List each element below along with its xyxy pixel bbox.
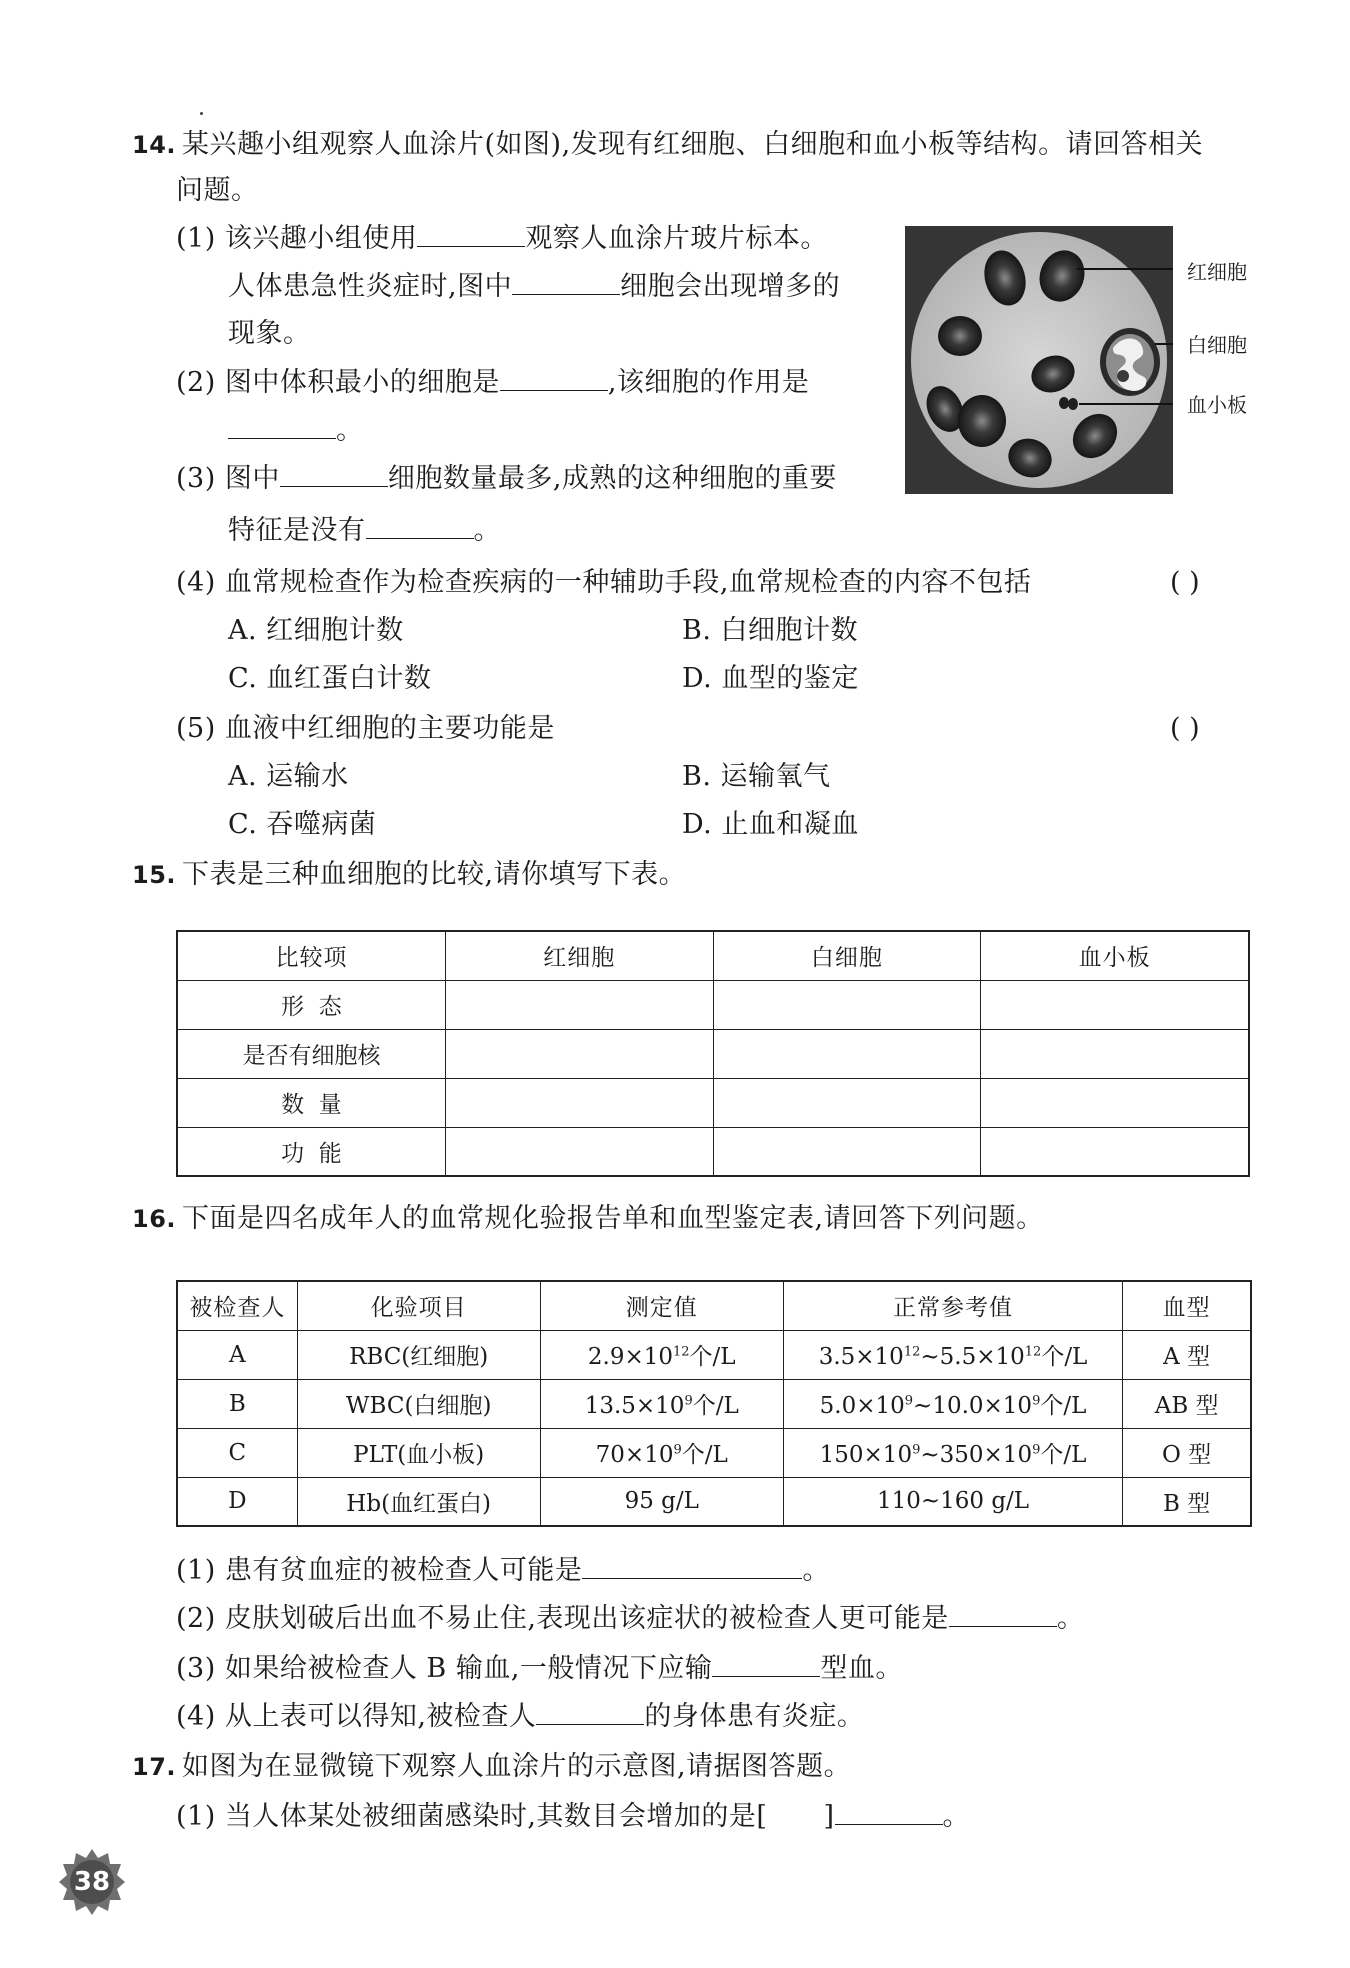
figure-label-platelet: 血小板 <box>1187 393 1247 417</box>
blood-type-cell: AB 型 <box>1123 1379 1251 1428</box>
blood-smear-micrograph <box>905 226 1173 494</box>
table-row <box>177 1477 1251 1526</box>
reference-range-cell: $3.5\times 10^{12}\sim 5.5\times 10^{12}$个/L <box>783 1330 1122 1379</box>
q14-part5-option-b: B. 运输氧气 <box>682 761 831 792</box>
row-label: 数 量 <box>177 1078 445 1127</box>
table-header: 被检查人 <box>177 1281 297 1330</box>
blood-type-cell: A 型 <box>1123 1330 1251 1379</box>
table-header: 血小板 <box>981 931 1249 980</box>
q14-part2-line2: 。 <box>228 412 364 450</box>
q14-part4-answer-paren[interactable]: ( ) <box>1170 567 1200 598</box>
answer-blank[interactable] <box>536 1698 644 1725</box>
measured-value-cell: 95 g/L <box>540 1477 783 1526</box>
table-header: 化验项目 <box>297 1281 540 1330</box>
row-label: 形 态 <box>177 980 445 1029</box>
reference-range-cell: $5.0\times 10^9\sim 10.0\times 10^9$个/L <box>783 1379 1122 1428</box>
row-label: 功 能 <box>177 1127 445 1176</box>
answer-cell[interactable] <box>981 1078 1249 1127</box>
reference-range-cell: $150\times 10^9\sim 350\times 10^9$个/L <box>783 1428 1122 1477</box>
table-header: 白细胞 <box>713 931 981 980</box>
q14-part4-option-a: A. 红细胞计数 <box>228 615 404 646</box>
blood-type-cell: O 型 <box>1123 1428 1251 1477</box>
table-header-row <box>177 1281 1251 1330</box>
q14-part2-line1: (2) 图中体积最小的细胞是 ,该细胞的作用是 <box>176 364 809 402</box>
person-cell: A <box>177 1330 297 1379</box>
reference-range-cell: 110~160 g/L <box>783 1477 1122 1526</box>
answer-blank[interactable] <box>500 364 608 391</box>
answer-blank[interactable] <box>949 1600 1057 1627</box>
page-number: 38 <box>73 1867 111 1897</box>
table-header: 红细胞 <box>445 931 713 980</box>
row-label: 是否有细胞核 <box>177 1029 445 1078</box>
q16-stem: 16. 下面是四名成年人的血常规化验报告单和血型鉴定表,请回答下列问题。 <box>132 1203 1044 1234</box>
q14-part5-answer-paren[interactable]: ( ) <box>1170 713 1200 744</box>
q14-part4: (4) 血常规检查作为检查疾病的一种辅助手段,血常规检查的内容不包括 <box>176 567 1032 598</box>
person-cell: C <box>177 1428 297 1477</box>
answer-cell[interactable] <box>445 1127 713 1176</box>
figure-label-red-blood-cell: 红细胞 <box>1187 260 1247 284</box>
person-cell: B <box>177 1379 297 1428</box>
answer-blank[interactable] <box>582 1552 802 1579</box>
answer-cell[interactable] <box>445 1029 713 1078</box>
blood-type-cell: B 型 <box>1123 1477 1251 1526</box>
q14-part5-option-a: A. 运输水 <box>228 761 349 792</box>
q16-sub4: (4) 从上表可以得知,被检查人 的身体患有炎症。 <box>176 1698 864 1736</box>
blood-test-report-table <box>176 1280 1252 1527</box>
table-header: 正常参考值 <box>783 1281 1122 1330</box>
table-header: 测定值 <box>540 1281 783 1330</box>
q16-sub2: (2) 皮肤划破后出血不易止住,表现出该症状的被检查人更可能是 。 <box>176 1600 1084 1638</box>
q14-part4-option-d: D. 血型的鉴定 <box>682 663 859 694</box>
table-row <box>177 980 1249 1029</box>
table-row <box>177 1029 1249 1078</box>
measured-value-cell: $70\times 10^9$个/L <box>540 1428 783 1477</box>
test-item-cell: Hb(血红蛋白) <box>297 1477 540 1526</box>
table-row <box>177 1379 1251 1428</box>
q14-part5: (5) 血液中红细胞的主要功能是 <box>176 713 555 744</box>
speck <box>200 112 203 115</box>
q14-part5-option-d: D. 止血和凝血 <box>682 809 859 840</box>
q16-number: 16. <box>132 1205 177 1233</box>
answer-cell[interactable] <box>713 1078 981 1127</box>
answer-cell[interactable] <box>713 1127 981 1176</box>
test-item-cell: RBC(红细胞) <box>297 1330 540 1379</box>
table-header: 比较项 <box>177 931 445 980</box>
q14-part3-line1: (3) 图中 细胞数量最多,成熟的这种细胞的重要 <box>176 460 837 498</box>
measured-value-cell: $2.9\times 10^{12}$个/L <box>540 1330 783 1379</box>
q14-part5-option-c: C. 吞噬病菌 <box>228 809 377 840</box>
q16-sub1: (1) 患有贫血症的被检查人可能是 。 <box>176 1552 830 1590</box>
answer-cell[interactable] <box>981 1127 1249 1176</box>
table-header-row <box>177 931 1249 980</box>
q14-part3-line2: 特征是没有 。 <box>228 512 501 550</box>
table-row <box>177 1127 1249 1176</box>
person-cell: D <box>177 1477 297 1526</box>
answer-cell[interactable] <box>713 1029 981 1078</box>
q14-part4-option-b: B. 白细胞计数 <box>682 615 859 646</box>
answer-blank[interactable] <box>417 220 525 247</box>
answer-blank[interactable] <box>280 460 388 487</box>
table-row <box>177 1428 1251 1477</box>
q14-part1-line1: (1) 该兴趣小组使用 观察人血涂片玻片标本。 <box>176 220 828 258</box>
answer-cell[interactable] <box>981 1029 1249 1078</box>
q16-sub3: (3) 如果给被检查人 B 输血,一般情况下应输 型血。 <box>176 1650 903 1688</box>
q14-stem: 14. 某兴趣小组观察人血涂片(如图),发现有红细胞、白细胞和血小板等结构。请回答相关 <box>132 129 1204 160</box>
table-row <box>177 1330 1251 1379</box>
answer-blank[interactable] <box>512 268 620 295</box>
q14-number: 14. <box>132 131 177 159</box>
answer-cell[interactable] <box>445 980 713 1029</box>
q14-stem-cont: 问题。 <box>176 175 259 206</box>
answer-blank[interactable] <box>366 512 474 539</box>
answer-blank[interactable] <box>712 1650 820 1677</box>
q17-sub1: (1) 当人体某处被细菌感染时,其数目会增加的是[ ] 。 <box>176 1798 970 1836</box>
table-row <box>177 1078 1249 1127</box>
q14-part1-line2: 人体患急性炎症时,图中 细胞会出现增多的 <box>228 268 840 306</box>
white-blood-cell <box>1100 328 1160 396</box>
figure-label-white-blood-cell: 白细胞 <box>1187 333 1247 357</box>
q14-part1-line3: 现象。 <box>228 318 311 349</box>
answer-cell[interactable] <box>713 980 981 1029</box>
q15-stem: 15. 下表是三种血细胞的比较,请你填写下表。 <box>132 859 687 890</box>
answer-cell[interactable] <box>445 1078 713 1127</box>
measured-value-cell: $13.5\times 10^9$个/L <box>540 1379 783 1428</box>
q15-number: 15. <box>132 861 177 889</box>
q17-stem: 17. 如图为在显微镜下观察人血涂片的示意图,请据图答题。 <box>132 1751 852 1782</box>
answer-cell[interactable] <box>981 980 1249 1029</box>
test-item-cell: WBC(白细胞) <box>297 1379 540 1428</box>
q14-part4-option-c: C. 血红蛋白计数 <box>228 663 432 694</box>
answer-blank[interactable] <box>228 412 336 439</box>
blood-cell-comparison-table <box>176 930 1250 1177</box>
q17-number: 17. <box>132 1753 177 1781</box>
test-item-cell: PLT(血小板) <box>297 1428 540 1477</box>
table-header: 血型 <box>1123 1281 1251 1330</box>
answer-blank[interactable] <box>835 1798 943 1825</box>
